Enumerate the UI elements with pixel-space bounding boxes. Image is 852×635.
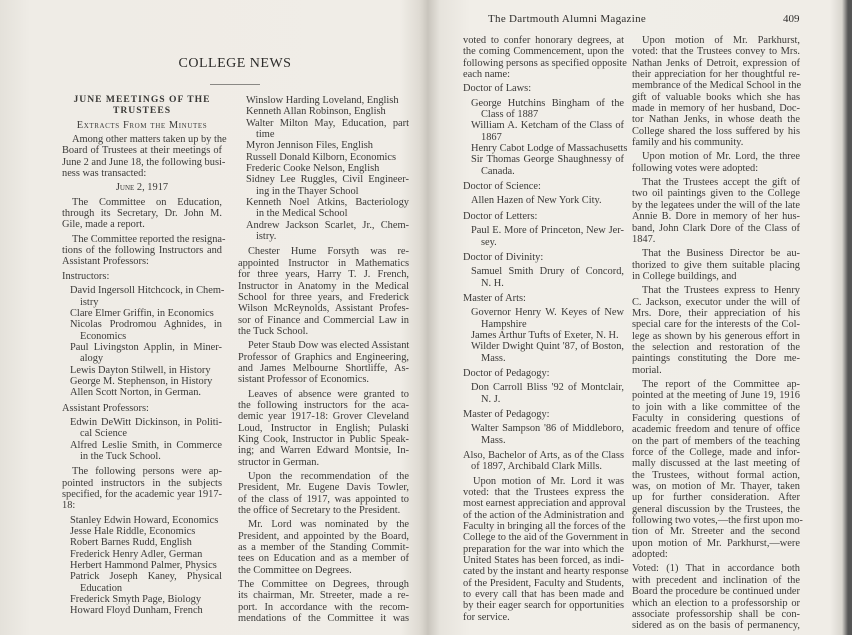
text-line: by their eager search for opportunities <box>463 600 624 612</box>
text-line: following two votes,—the first upon mo- <box>632 515 803 527</box>
text-line: demic year 1917-18: Grover Cleveland <box>238 411 409 423</box>
text-line: which an election to a professorship or <box>632 597 800 609</box>
text-line: The following persons were ap- <box>72 466 222 478</box>
text-line: Paul E. More of Princeton, New Jer- <box>471 225 624 237</box>
text-line: The Committee on Degrees, through <box>238 579 409 591</box>
text-line: Jesse Hale Riddle, Economics <box>70 526 196 538</box>
text-line: United States has been forced, as indi- <box>463 555 624 567</box>
text-line: The report of the Committee ap- <box>642 378 800 390</box>
text-line: in the Tuck School. <box>80 450 161 462</box>
text-line: Canada. <box>481 165 515 177</box>
text-line: David Ingersoll Hitchcock, in Chem- <box>70 285 225 297</box>
text-column-4 <box>632 35 803 635</box>
list-item <box>62 571 222 594</box>
text-line: Economics <box>80 330 127 342</box>
list-item <box>62 515 222 526</box>
text-line: Frederick Henry Adler, German <box>70 548 203 560</box>
list-item <box>238 152 409 163</box>
text-line: Kenneth Allan Robinson, English <box>246 106 386 118</box>
text-line: Education <box>80 582 123 594</box>
text-line: Samuel Smith Drury of Concord, <box>471 266 624 278</box>
text-line: School for three years, and Frederick <box>238 291 409 303</box>
text-line: Upon motion of Mr. Lord, the three <box>642 151 800 163</box>
list-item <box>463 143 628 155</box>
text-line: structor in German. <box>238 456 320 468</box>
text-line: June 2 and June 18, the following busi- <box>62 156 226 168</box>
text-line: following persons as specified opposite <box>463 57 627 69</box>
text-line: Frederic Cooke Nelson, English <box>246 163 380 175</box>
text-line: sistant Professor of Economics. <box>238 374 370 386</box>
text-line: Walter Sampson '86 of Middleboro, <box>471 423 624 435</box>
list-item <box>62 537 222 548</box>
list-item <box>62 365 222 376</box>
heading <box>463 368 624 379</box>
text-line: Leaves of absence were granted to <box>248 388 409 400</box>
text-line: TRUSTEES <box>112 105 172 117</box>
list-item <box>238 174 409 197</box>
text-line: following votes were adopted: <box>632 162 759 174</box>
text-line: Winslow Harding Loveland, English <box>246 95 399 106</box>
text-line: appointed Instructor in Mathematics <box>238 257 409 269</box>
text-line: Assistant Professors: <box>62 402 149 414</box>
text-line: force of the College, made and infor- <box>632 447 800 459</box>
text-line: tion of Mr. Streeter and the second <box>632 526 800 538</box>
text-line: cal Science <box>80 428 128 440</box>
text-line: N. J. <box>481 393 501 405</box>
text-line: ness was transacted: <box>62 168 147 180</box>
text-line: voted: that the Trustees convey to Mrs. <box>632 46 800 58</box>
text-line: Russell Donald Kilborn, Economics <box>246 151 397 163</box>
text-line: tor Nathan Jenks, in whose death the <box>632 114 800 126</box>
text-line: Robert Barnes Rudd, English <box>70 537 192 549</box>
text-line: June 2, 1917 <box>115 182 169 194</box>
list-item <box>62 308 222 319</box>
text-column-3 <box>463 35 629 626</box>
text-line: Loud, Instructor in English; Pulaski <box>238 422 409 434</box>
text-line: Hampshire <box>481 318 527 330</box>
running-head: The Dartmouth Alumni Magazine <box>488 13 647 25</box>
text-line: with precedent and inclination of the <box>632 574 800 586</box>
text-line: Among other matters taken up by the <box>72 134 227 146</box>
text-line: Herbert Hammond Palmer, Physics <box>70 560 217 572</box>
text-line: was, on motion of Mr. Thayer, taken <box>632 481 800 493</box>
text-line: Board of Trustees at their meetings of <box>62 145 222 157</box>
page-number: 409 <box>783 13 800 25</box>
text-line: two oil paintings given to the College <box>632 188 800 200</box>
text-line: the coming Commencement, upon the <box>463 46 624 58</box>
text-line: 1847. <box>632 233 656 245</box>
heading <box>62 182 222 193</box>
text-line: voted: that the Trustees express the <box>463 487 624 499</box>
heading <box>62 271 222 282</box>
list-item <box>463 330 624 341</box>
text-line: mendations of the Committee it was <box>238 613 409 625</box>
text-line: 1867 <box>481 131 502 143</box>
list-item <box>238 220 409 243</box>
text-line: Frederick Smyth Page, Biology <box>70 594 202 606</box>
text-line: of 1897, Archibald Clark Mills. <box>471 461 603 473</box>
text-line: Sidney Lee Ruggles, Civil Engineer- <box>246 174 409 186</box>
list-item <box>463 195 624 206</box>
text-line: preparation for the war into which the <box>463 543 624 555</box>
text-line: Mrs. Dore, their appreciation of his <box>632 307 800 319</box>
text-line: the Trustees, without formal action, <box>632 469 800 481</box>
text-line: sidered as on the basis of permanency, <box>632 620 800 632</box>
text-line: That the Trustees accept the gift of <box>642 177 800 189</box>
paragraph <box>632 285 800 376</box>
list-item <box>62 342 222 365</box>
text-line: President, and appointed by the Board, <box>238 530 409 542</box>
text-line: membrance of the Medical School in the <box>632 80 802 92</box>
text-line: in College buildings, and <box>632 270 737 282</box>
text-line: time <box>256 129 275 141</box>
text-line: Doctor of Science: <box>463 181 541 193</box>
paragraph <box>62 466 222 511</box>
paragraph <box>463 35 627 81</box>
text-line: Doctor of Pedagogy: <box>463 367 550 379</box>
text-line: the Tuck School. <box>238 325 309 337</box>
heading <box>463 211 624 222</box>
paragraph <box>632 248 800 282</box>
text-line: Paul Livingston Applin, in Miner- <box>70 341 222 353</box>
text-line: President, Mr. Eugene Davis Towler, <box>238 482 409 494</box>
text-line: its chairman, Mr. Streeter, made a re- <box>238 590 409 602</box>
list-item <box>463 120 624 143</box>
list-item <box>463 382 624 405</box>
text-line: Instructors: <box>62 270 110 282</box>
paragraph <box>238 519 409 576</box>
list-item <box>238 106 409 117</box>
heading <box>62 403 222 414</box>
list-item <box>62 440 222 463</box>
text-line: Upon motion of Mr. Parkhurst, <box>642 35 800 46</box>
text-line: Clare Elmer Griffin, in Economics <box>70 307 214 319</box>
text-line: Nicolas Prodromou Aghnides, in <box>70 319 222 331</box>
text-line: Howard Floyd Dunham, French <box>70 605 203 617</box>
text-line: associate professorship shall be con- <box>632 608 800 620</box>
text-line: Master of Arts: <box>463 292 526 304</box>
text-line: port. In accordance with the recom- <box>238 601 409 613</box>
text-line: Gile, made a report. <box>62 219 145 231</box>
text-line: Assistant Professors: <box>62 256 149 268</box>
text-line: ing; and Warren Edward Montsie, In- <box>238 445 409 457</box>
list-item <box>62 526 222 537</box>
text-line: Wilder Dwight Quint '87, of Boston, <box>471 341 624 353</box>
heading <box>62 120 222 131</box>
text-line: to every call that has been made and <box>463 589 624 601</box>
text-line: of the action of the Administration and <box>463 509 625 521</box>
text-line: ing in the Thayer School <box>256 185 359 197</box>
text-line: family and his community. <box>632 137 744 149</box>
heading <box>463 409 624 420</box>
text-line: Extracts From the Minutes <box>76 119 208 131</box>
text-line: lege as shown by his generous effort in <box>632 330 800 342</box>
text-line: Faculty in considering questions of <box>632 413 800 424</box>
text-line: their appreciation for her thoughtful re- <box>632 69 800 81</box>
text-line: for three years, Harry T. J. French, <box>238 269 409 281</box>
text-line: JUNE MEETINGS OF THE <box>73 94 211 105</box>
list-item <box>62 560 222 571</box>
text-line: and James Melbourne Shortliffe, As- <box>238 362 409 374</box>
text-line: Nathan Jenks of Detroit, expression of <box>632 57 800 69</box>
text-line: tions of the following Instructors and <box>62 245 222 257</box>
text-line: by the legatees under the will of the late <box>632 199 800 211</box>
paragraph <box>238 246 409 337</box>
text-line: most earnest appreciation and approval <box>463 498 626 510</box>
text-line: as a member of the Standing Commit- <box>238 542 409 554</box>
text-line: special care for the interests of the Col- <box>632 319 800 331</box>
heading <box>463 83 624 94</box>
list-item <box>62 387 222 398</box>
text-line: in the Medical School <box>256 208 348 220</box>
text-line: Faculty in bringing all the forces of the <box>463 521 626 533</box>
text-line: on the part of members of the teaching <box>632 435 800 447</box>
text-line: adopted: <box>632 549 668 561</box>
text-column-2 <box>238 95 409 627</box>
text-line: Doctor of Letters: <box>463 210 538 222</box>
text-line: made in memory of her husband, Doc- <box>632 103 800 115</box>
text-line: Class of 1887 <box>481 109 539 121</box>
text-line: That the Trustees express to Henry <box>642 285 800 297</box>
paragraph <box>62 134 227 180</box>
list-item <box>62 319 222 342</box>
list-item <box>62 549 222 560</box>
text-line: sor of Finance and Commercial Law in <box>238 314 409 326</box>
text-line: Also, Bachelor of Arts, as of the Class <box>463 450 624 461</box>
heading <box>463 293 624 304</box>
text-line: Edwin DeWitt Dickinson, in Politi- <box>70 416 222 428</box>
text-line: band, John Clark Dore of the Class of <box>632 222 800 234</box>
text-line: gift of valuable books which she has <box>632 91 800 103</box>
list-item <box>463 266 624 289</box>
list-item <box>463 154 624 177</box>
text-line: for service. <box>463 611 510 623</box>
text-line: the Committee on Degrees. <box>238 564 352 576</box>
text-line: morial. <box>632 364 662 376</box>
text-line: Peter Staub Dow was elected Assistant <box>248 340 410 352</box>
text-line: Professor of Graphics and Engineering, <box>238 351 409 363</box>
text-line: Stanley Edwin Howard, Economics <box>70 514 219 526</box>
text-line: to join with a like committee of the <box>632 401 800 413</box>
text-line: each name: <box>463 69 511 81</box>
paragraph <box>632 35 800 148</box>
paragraph <box>238 389 409 468</box>
list-item <box>238 118 409 141</box>
text-line: Mr. Lord was nominated by the <box>248 519 409 531</box>
paragraph <box>632 378 803 561</box>
text-line: Alfred Leslie Smith, in Commerce <box>70 439 222 451</box>
text-column-1 <box>62 94 227 617</box>
text-line: the selection and restoration of the <box>632 341 800 353</box>
text-line: Henry Cabot Lodge of Massachusetts <box>471 143 628 155</box>
paragraph <box>238 340 409 385</box>
list-item <box>62 417 222 440</box>
text-line: Governor Henry W. Keyes of New <box>471 307 624 319</box>
text-line: istry <box>80 296 99 308</box>
text-line: up for further consideration. After <box>632 492 800 504</box>
list-item <box>463 307 624 330</box>
paragraph <box>632 151 800 174</box>
text-line: Upon motion of Mr. Lord it was <box>473 475 624 487</box>
text-line: Walter Milton May, Education, part <box>246 117 409 129</box>
text-line: Master of Pedagogy: <box>463 408 550 420</box>
paragraph <box>463 450 624 473</box>
text-line: The Committee reported the resigna- <box>72 233 226 245</box>
text-line: Annie B. Dore in memory of her hus- <box>632 211 800 223</box>
paragraph <box>62 233 226 268</box>
text-line: the following instructors for the aca- <box>238 399 409 411</box>
list-item <box>62 285 225 308</box>
list-item <box>62 376 222 387</box>
text-line: Mass. <box>481 352 506 364</box>
text-line: specified, for the academic year 1917- <box>62 489 222 500</box>
list-item <box>238 197 409 220</box>
text-line: Allen Hazen of New York City. <box>471 195 602 207</box>
heading <box>62 94 222 117</box>
text-line: Kenneth Noel Atkins, Bacteriology <box>246 197 409 209</box>
text-line: the office of Secretary to the President. <box>238 505 401 517</box>
text-line: Myron Jennison Files, English <box>246 140 374 152</box>
text-line: of the President, Faculty and Students, <box>463 577 624 589</box>
text-line: mally discussed at the last meeting of <box>632 458 800 470</box>
list-item <box>463 423 624 446</box>
text-line: College shared the loss suffered by his <box>632 125 800 137</box>
paragraph <box>238 471 409 516</box>
text-line: George Hutchins Bingham of the <box>471 97 624 109</box>
text-line: Instructor in Anatomy in the Medical <box>238 280 409 292</box>
text-line: general discussion by the Trustees, the <box>632 503 800 515</box>
text-line: Chester Hume Forsyth was re- <box>248 246 409 258</box>
text-line: 18: <box>62 500 76 512</box>
text-line: alogy <box>80 353 104 365</box>
text-line: Don Carroll Bliss '92 of Montclair, <box>471 382 624 394</box>
text-line: Doctor of Laws: <box>463 83 532 95</box>
text-line: Voted: (1) That in accordance both <box>632 563 800 575</box>
text-line: That the Business Director be au- <box>642 248 800 260</box>
text-line: Upon the recommendation of the <box>248 471 409 482</box>
list-item <box>238 163 409 174</box>
text-line: Andrew Jackson Scarlet, Jr., Chem- <box>246 219 409 231</box>
list-item <box>463 341 624 364</box>
paragraph <box>632 177 800 245</box>
text-line: Lewis Dayton Stilwell, in History <box>70 364 211 376</box>
paragraph <box>238 579 409 624</box>
section-title: COLLEGE NEWS <box>178 56 292 71</box>
list-item <box>463 98 624 121</box>
text-line: pointed at the meeting of June 19, 1916 <box>632 390 800 402</box>
text-line: Mass. <box>481 434 506 446</box>
text-line: Board the procedure be continued under <box>632 586 800 598</box>
text-line: tees on Education and as a member of <box>238 553 409 565</box>
text-line: thorized to give them suitable placing <box>632 259 800 271</box>
text-line: William A. Ketcham of the Class of <box>471 120 624 132</box>
paragraph <box>62 197 222 231</box>
text-line: sey. <box>481 236 497 248</box>
text-line: Doctor of Divinity: <box>463 251 544 263</box>
text-line: College to the aid of the Government in <box>463 532 629 544</box>
text-line: Allen Scott Norton, in German. <box>70 387 202 399</box>
text-line: upon motion of Mr. Parkhurst,—were <box>632 537 800 549</box>
list-item <box>62 605 222 616</box>
section-rule <box>210 84 260 85</box>
paragraph <box>463 475 629 623</box>
text-line: C. Jackson, executor under the will of <box>632 296 800 308</box>
text-line: Wilson McReynolds, Assistant Profes- <box>238 303 409 315</box>
text-line: N. H. <box>481 277 504 289</box>
text-line: of the class of 1917, was appointed to <box>238 493 409 505</box>
text-line: istry. <box>256 231 277 243</box>
list-item <box>238 95 409 106</box>
paragraph <box>632 563 800 631</box>
text-line: George M. Stephenson, in History <box>70 375 213 387</box>
text-line: voted to confer honorary degrees, at <box>463 35 624 46</box>
text-line: cated by the instant and hearty response <box>463 566 629 578</box>
text-line: King Cook, Instructor in Public Speak- <box>238 433 409 445</box>
text-line: The Committee on Education, <box>72 196 222 208</box>
text-line: through its Secretary, Dr. John M. <box>62 208 222 220</box>
text-line: academic freedom and tenure of office <box>632 424 800 436</box>
text-line: Patrick Joseph Kaney, Physical <box>70 571 222 583</box>
text-line: paintings constituting the Dore me- <box>632 353 800 365</box>
heading <box>463 181 624 192</box>
list-item <box>463 225 624 248</box>
text-line: pointed instructors in the subjects <box>62 477 222 489</box>
text-line: James Arthur Tufts of Exeter, N. H. <box>471 329 619 341</box>
list-item <box>238 140 409 151</box>
heading <box>463 252 624 263</box>
text-line: Sir Thomas George Shaughnessy of <box>471 154 624 166</box>
